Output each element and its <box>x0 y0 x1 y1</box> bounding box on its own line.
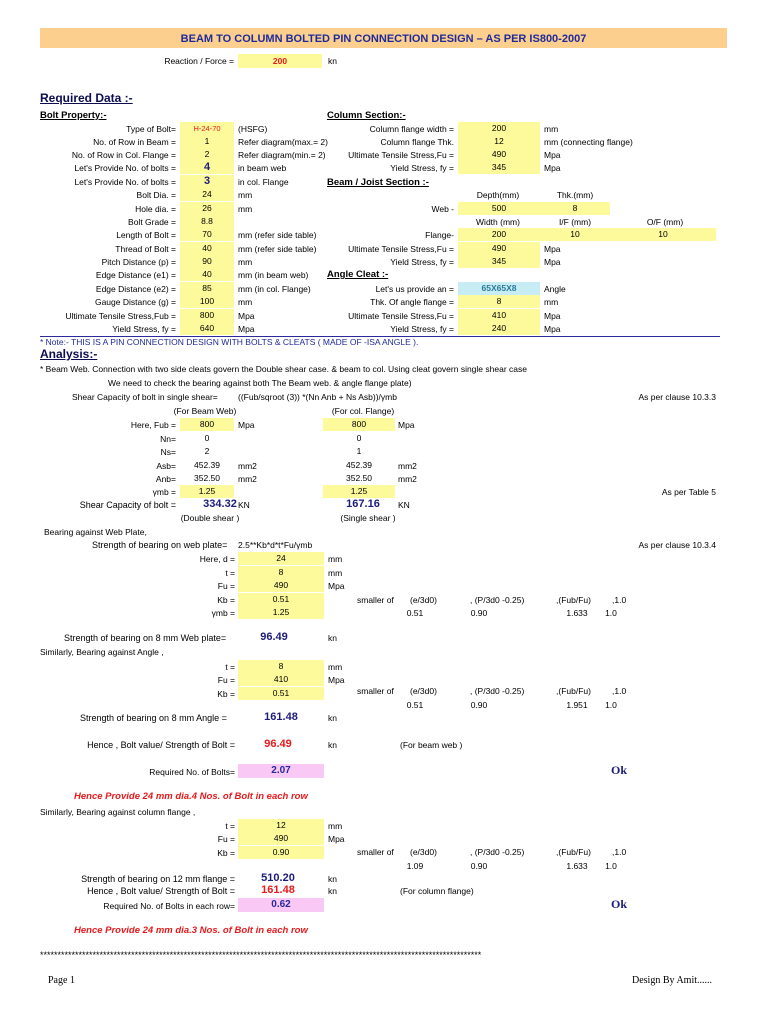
kb-header: ,(Fub/Fu) <box>556 686 591 696</box>
analysis-line-2: We need to check the bearing against both The Beam web. & angle flange plate) <box>108 378 412 388</box>
web-row-unit: mm <box>328 554 343 564</box>
kb-header: (e/3d0) <box>410 686 437 696</box>
web-row-value: 8 <box>238 566 324 579</box>
flange-of-value: 10 <box>610 228 716 241</box>
bolt-label: Type of Bolt= <box>126 124 176 134</box>
angle-fy-unit: Mpa <box>544 324 561 334</box>
web-row-label: γmb = <box>211 608 235 618</box>
reaction-label: Reaction / Force = <box>164 56 234 66</box>
clause-10-3-4: As per clause 10.3.4 <box>638 540 716 550</box>
kb-value: 1.09 <box>406 861 424 871</box>
bolt-label: Pitch Distance (p) = <box>101 257 176 267</box>
angle-row-value: 8 <box>238 660 324 673</box>
shear-row-label: Here, Fub = <box>130 420 176 430</box>
col-flange-row-value: 490 <box>238 832 324 845</box>
bolt-value: 85 <box>180 282 234 295</box>
bolt-label: Ultimate Tensile Stress,Fub = <box>65 311 176 321</box>
kb-value: 0.51 <box>406 700 424 710</box>
web-row-value: 0.51 <box>238 593 324 606</box>
depth-header: Depth(mm) <box>476 190 520 200</box>
shear-row-col: 1.25 <box>323 485 395 498</box>
kb-value: 1.633 <box>566 861 588 871</box>
shear-row-beam: 452.39 <box>194 460 220 470</box>
col-label: Ultimate Tensile Stress,Fu = <box>348 150 454 160</box>
flange-if-value: 10 <box>540 228 610 241</box>
ok-web: Ok <box>611 763 628 777</box>
for-col-flange-2: (For column flange) <box>400 886 474 896</box>
shear-row-col: 452.39 <box>346 460 372 470</box>
smaller-of-col: smaller of <box>357 847 394 857</box>
col-unit: Mpa <box>544 150 561 160</box>
analysis-heading: Analysis:- <box>40 347 98 361</box>
bolt-value: 4 <box>180 161 234 174</box>
angle-provide-label: Let's us provide an = <box>375 284 454 294</box>
bolt-note: mm (in col. Flange) <box>238 284 311 294</box>
web-row-label: t = <box>225 568 235 578</box>
bolt-label: Length of Bolt = <box>116 230 176 240</box>
bolt-value: 26 <box>180 202 234 215</box>
bolt-value: 8.8 <box>180 215 234 228</box>
beam-fu-label: Ultimate Tensile Stress,Fu = <box>348 244 454 254</box>
col-unit: mm (connecting flange) <box>544 137 633 147</box>
kb-header: ,1.0 <box>612 686 627 696</box>
beam-section-heading: Beam / Joist Section :- <box>327 177 429 188</box>
angle-row-value: 0.51 <box>238 687 324 700</box>
for-beam-web: (For Beam Web) <box>173 406 237 416</box>
footer-page: Page 1 <box>48 975 75 986</box>
clause-10-3-3: As per clause 10.3.3 <box>638 392 716 402</box>
thk-header: Thk.(mm) <box>556 190 594 200</box>
beam-fu-value: 490 <box>458 242 540 255</box>
bolt-value: 3 <box>180 175 234 188</box>
smaller-of-web: smaller of <box>357 595 394 605</box>
bolt-label: Edge Distance (e1) = <box>95 270 176 280</box>
shear-capacity-label: Shear Capacity of bolt in single shear= <box>72 392 218 402</box>
bolt-note: mm <box>238 204 253 214</box>
kb-value: 0.90 <box>470 700 488 710</box>
bolt-label: Bolt Grade = <box>128 217 176 227</box>
angle-cleat-heading: Angle Cleat :- <box>327 269 389 280</box>
strength-col-unit: kn <box>328 874 337 884</box>
shear-row-label: Anb= <box>155 474 176 484</box>
kb-header: ,(Fub/Fu) <box>556 847 591 857</box>
bolt-note: mm <box>238 190 253 200</box>
web-row-unit: Mpa <box>328 581 345 591</box>
double-shear: (Double shear ) <box>180 513 240 523</box>
bolt-label: Edge Distance (e2) = <box>95 284 176 294</box>
page-title: BEAM TO COLUMN BOLTED PIN CONNECTION DESIGN – AS PER IS800-2007 <box>180 33 587 45</box>
strength-web-label: Strength of bearing on 8 mm Web plate= <box>64 633 227 643</box>
web-row-value: 24 <box>238 552 324 565</box>
angle-provide-unit: Angle <box>544 284 566 294</box>
angle-fu-value: 410 <box>458 309 540 322</box>
col-label: Yield Stress, fy = <box>390 163 454 173</box>
footer-design: Design By Amit...... <box>632 975 713 986</box>
bolt-value: 800 <box>180 309 234 322</box>
col-unit: Mpa <box>544 163 561 173</box>
bolt-value: 70 <box>180 228 234 241</box>
angle-thk-label: Thk. Of angle flange = <box>370 297 454 307</box>
of-header: O/F (mm) <box>646 217 684 227</box>
web-row-label: Fu = <box>217 581 235 591</box>
ok-col: Ok <box>611 897 628 911</box>
shear-row-label: Asb= <box>156 461 176 471</box>
angle-row-unit: mm <box>328 662 343 672</box>
col-flange-row-label: t = <box>225 821 235 831</box>
web-row-value: 490 <box>238 579 324 592</box>
angle-thk-value: 8 <box>458 295 540 308</box>
bolt-label: Bolt Dia. = <box>136 190 176 200</box>
shear-row-label: Ns= <box>160 447 176 457</box>
reaction-value: 200 <box>238 54 322 68</box>
kb-header: , (P/3d0 -0.25) <box>470 686 525 696</box>
reaction-unit: kn <box>328 56 337 66</box>
similarly-angle: Similarly, Bearing against Angle , <box>40 647 164 657</box>
beam-fy-unit: Mpa <box>544 257 561 267</box>
angle-fu-label: Ultimate Tensile Stress,Fu = <box>348 311 454 321</box>
bolt-value: 1 <box>180 135 234 148</box>
angle-fu-unit: Mpa <box>544 311 561 321</box>
shear-row-label: Nn= <box>160 434 176 444</box>
provide-col-bolts: Hence Provide 24 mm dia.3 Nos. of Bolt in each row <box>74 925 308 936</box>
col-flange-row-unit: mm <box>328 821 343 831</box>
web-label: Web - <box>431 204 454 214</box>
kb-value: 1.951 <box>566 700 588 710</box>
angle-fy-value: 240 <box>458 322 540 335</box>
shear-row-col: 1 <box>356 446 362 456</box>
for-beam-web-2: (For beam web ) <box>400 740 463 750</box>
beam-fu-unit: Mpa <box>544 244 561 254</box>
hence-bolt-label: Hence , Bolt value/ Strength of Bolt = <box>87 740 235 750</box>
bolt-value: 24 <box>180 188 234 201</box>
shear-cap-unit: KN <box>238 500 250 510</box>
shear-row-col: 800 <box>323 418 395 431</box>
web-row-value: 1.25 <box>238 606 324 619</box>
bolt-label: No. of Row in Col. Flange = <box>71 150 176 160</box>
shear-row-beam: 800 <box>180 418 234 431</box>
bolt-note: Mpa <box>238 311 255 321</box>
bearing-web-heading: Bearing against Web Plate, <box>44 527 147 537</box>
bolt-label: Hole dia. = <box>135 204 176 214</box>
angle-row-unit: Mpa <box>328 675 345 685</box>
hence-bolt-value: 96.49 <box>264 738 292 750</box>
shear-cap-single: 167.16 <box>346 498 380 510</box>
col-value: 345 <box>458 161 540 174</box>
bolt-note: in beam web <box>238 163 287 173</box>
shear-row-beam: 0 <box>204 433 210 443</box>
web-row-unit: mm <box>328 568 343 578</box>
bolt-label: No. of Row in Beam = <box>93 137 176 147</box>
kb-value: 0.51 <box>406 608 424 618</box>
bolt-label: Let's Provide No. of bolts = <box>74 177 176 187</box>
bolt-label: Yield Stress, fy = <box>112 324 176 334</box>
angle-row-label: Fu = <box>217 675 235 685</box>
kb-value: 1.0 <box>605 861 617 871</box>
required-col-value: 0.62 <box>238 898 324 912</box>
hence-col-unit: kn <box>328 886 337 896</box>
strength-web-unit: kn <box>328 633 337 643</box>
required-bolts-value: 2.07 <box>238 764 324 778</box>
bolt-value: 2 <box>180 148 234 161</box>
bolt-note: mm (refer side table) <box>238 244 317 254</box>
star-divider: ****************************************************************************************************************************** <box>40 950 482 960</box>
kb-value: 0.90 <box>470 861 488 871</box>
strength-col-value: 510.20 <box>261 872 295 884</box>
bolt-note: (HSFG) <box>238 124 268 134</box>
design-note: * Note:- THIS IS A PIN CONNECTION DESIGN WITH BOLTS & CLEATS ( MADE OF -ISA ANGLE ). <box>40 337 419 347</box>
col-unit: mm <box>544 124 559 134</box>
kb-header: ,1.0 <box>612 595 627 605</box>
web-depth-value: 500 <box>458 202 540 215</box>
bolt-label: Let's Provide No. of bolts = <box>74 163 176 173</box>
bolt-label: Gauge Distance (g) = <box>94 297 176 307</box>
shear-row-beam-unit: mm2 <box>238 461 257 471</box>
shear-row-col-unit: mm2 <box>398 461 417 471</box>
bearing-strength-label: Strength of bearing on web plate= <box>92 540 228 550</box>
required-data-heading: Required Data :- <box>40 91 133 105</box>
col-flange-row-label: Fu = <box>217 834 235 844</box>
angle-provide-value: 65X65X8 <box>458 282 540 295</box>
strength-angle-value: 161.48 <box>264 711 298 723</box>
required-col-label: Required No. of Bolts in each row= <box>103 901 235 911</box>
required-bolts-label: Required No. of Bolts= <box>149 767 235 777</box>
angle-row-label: Kb = <box>217 689 235 699</box>
bolt-value: 40 <box>180 242 234 255</box>
flange-width-value: 200 <box>458 228 540 241</box>
col-flange-row-label: Kb = <box>217 848 235 858</box>
bolt-value: 40 <box>180 268 234 281</box>
bolt-note: Refer diagram(max.= 2) <box>238 137 328 147</box>
hence-col-label: Hence , Bolt value/ Strength of Bolt = <box>87 886 235 896</box>
beam-fy-value: 345 <box>458 255 540 268</box>
kb-header: , (P/3d0 -0.25) <box>470 595 525 605</box>
shear-cap-single-unit: KN <box>398 500 410 510</box>
shear-row-label: γmb = <box>152 487 176 497</box>
col-flange-row-value: 12 <box>238 819 324 832</box>
flange-label: Flange- <box>425 230 454 240</box>
column-section-heading: Column Section:- <box>327 110 406 121</box>
kb-value: 1.0 <box>605 608 617 618</box>
kb-value: 1.633 <box>566 608 588 618</box>
single-shear: (Single shear ) <box>340 513 396 523</box>
angle-thk-unit: mm <box>544 297 559 307</box>
col-label: Column flange Thk. <box>380 137 454 147</box>
bolt-note: mm (refer side table) <box>238 230 317 240</box>
bolt-note: mm <box>238 297 253 307</box>
shear-row-beam-unit: mm2 <box>238 474 257 484</box>
kb-header: (e/3d0) <box>410 595 437 605</box>
hence-col-value: 161.48 <box>261 884 295 896</box>
bolt-label: Thread of Bolt = <box>115 244 176 254</box>
angle-row-value: 410 <box>238 673 324 686</box>
col-value: 200 <box>458 122 540 135</box>
bolt-value: 90 <box>180 255 234 268</box>
width-header: Width (mm) <box>476 217 520 227</box>
shear-row-col-unit: mm2 <box>398 474 417 484</box>
shear-row-beam-unit: Mpa <box>238 420 255 430</box>
if-header: I/F (mm) <box>558 217 592 227</box>
kb-value: 0.90 <box>470 608 488 618</box>
analysis-line-1: * Beam Web. Connection with two side cleats govern the Double shear case. & beam to col. Using cleat govern single shear case <box>40 364 527 374</box>
angle-fy-label: Yield Stress, fy = <box>390 324 454 334</box>
strength-angle-unit: kn <box>328 713 337 723</box>
bolt-note: mm (in beam web) <box>238 270 309 280</box>
shear-formula: ((Fub/sqroot (3)) *(Nn Anb + Ns Asb))/γmb <box>238 392 397 402</box>
shear-cap-double: 334.32 <box>203 498 237 510</box>
strength-web-value: 96.49 <box>260 631 288 643</box>
shear-row-beam: 352.50 <box>194 473 220 483</box>
shear-cap-label: Shear Capacity of bolt = <box>79 500 176 510</box>
bolt-note: in col. Flange <box>238 177 289 187</box>
similarly-col: Similarly, Bearing against column flange , <box>40 807 196 817</box>
kb-value: 1.0 <box>605 700 617 710</box>
strength-angle-label: Strength of bearing on 8 mm Angle = <box>80 713 227 723</box>
shear-row-beam: 2 <box>204 446 210 456</box>
kb-header: ,1.0 <box>612 847 627 857</box>
hence-bolt-unit: kn <box>328 740 337 750</box>
table-5-ref: As per Table 5 <box>661 487 716 497</box>
web-row-label: Here, d = <box>199 554 235 564</box>
bolt-note: mm <box>238 257 253 267</box>
bolt-value: 640 <box>180 322 234 335</box>
shear-row-col-unit: Mpa <box>398 420 415 430</box>
bolt-value: H-24-70 <box>180 122 234 135</box>
angle-row-label: t = <box>225 662 235 672</box>
smaller-of-angle: smaller of <box>357 686 394 696</box>
bolt-value: 100 <box>180 295 234 308</box>
bolt-note: Mpa <box>238 324 255 334</box>
bearing-formula: 2.5**Kb*d*t*Fu/γmb <box>238 540 313 550</box>
col-value: 12 <box>458 135 540 148</box>
provide-web-bolts: Hence Provide 24 mm dia.4 Nos. of Bolt in each row <box>74 791 308 802</box>
kb-header: , (P/3d0 -0.25) <box>470 847 525 857</box>
shear-row-beam: 1.25 <box>180 485 234 498</box>
shear-row-col: 352.50 <box>346 473 372 483</box>
col-flange-row-unit: Mpa <box>328 834 345 844</box>
strength-col-label: Strength of bearing on 12 mm flange = <box>81 874 235 884</box>
bolt-property-heading: Bolt Property:- <box>40 110 107 121</box>
web-row-label: Kb = <box>217 595 235 605</box>
col-label: Column flange width = <box>369 124 454 134</box>
col-value: 490 <box>458 148 540 161</box>
for-col-flange: (For col. Flange) <box>331 406 395 416</box>
beam-fy-label: Yield Stress, fy = <box>390 257 454 267</box>
col-flange-row-value: 0.90 <box>238 846 324 859</box>
shear-row-col: 0 <box>356 433 362 443</box>
web-thk-value: 8 <box>540 202 610 215</box>
bolt-note: Refer diagram(min.= 2) <box>238 150 326 160</box>
kb-header: (e/3d0) <box>410 847 437 857</box>
kb-header: ,(Fub/Fu) <box>556 595 591 605</box>
